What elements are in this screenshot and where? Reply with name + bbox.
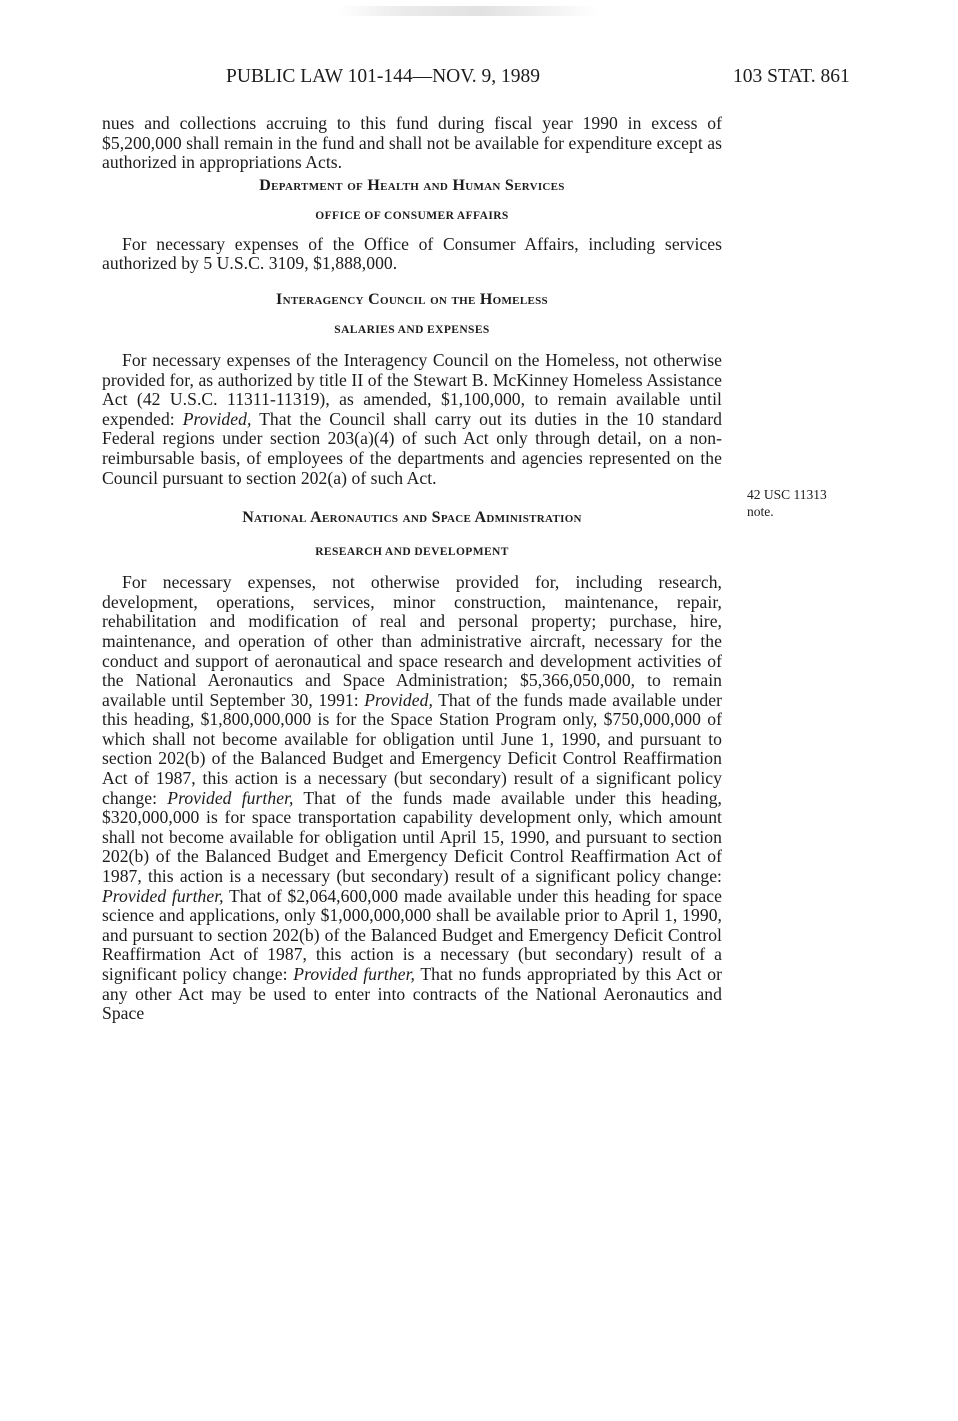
nasa-text-a: For necessary expenses, not otherwise provided for, including research, development, operations, services, minor construction, maintenance, repair, rehabilitation and modification of real and personal property; purchase, hire, maintenance, and operation of other than administrative aircraft, necessary for the conduct and support of aeronautical and space research and development activities of the National Aeronautics and Space Administration; $5,366,050,000, to remain available until September 30, 1991: — [102, 572, 722, 710]
homeless-text-b: That the Council shall carry out its duties in the 10 standard Federal regions under section 203(a)(4) of such Act only through detail, on a non-reimbursable basis, of employees of the departments and agencies represented on the Council pursuant to section 202(a) of such Act. — [102, 408, 722, 488]
scan-smudge — [338, 6, 598, 16]
provided-italic: Provided, — [182, 408, 252, 429]
provided-further-italic: Provided further, — [293, 964, 415, 984]
nasa-text-c: That of the funds made available under this heading, $320,000,000 is for space transportation capability development only, which amount shall not become available for obligation until April 15, 1990, and pursuant to section 202(b) of the Balanced Budget and Emergency Deficit Control Reaffirmation Act of 1987, this action is a necessary (but secondary) result of a significant policy change: — [102, 787, 722, 887]
nasa-text-e: That no funds appropriated by this Act or any other Act may be used to enter into contracts of the National Aeronautics and Space — [102, 964, 722, 1024]
department-heading-homeless: Interagency Council on the Homeless — [276, 290, 548, 308]
continued-paragraph: nues and collections accruing to this fund during fiscal year 1990 in excess of $5,200,000 shall remain in the fund and shall not be available for expenditure except as authorized in appropriations Acts. — [102, 113, 722, 173]
page-body — [102, 114, 722, 1024]
subheading-salaries-expenses: SALARIES AND EXPENSES — [334, 323, 490, 336]
margin-note-suffix: note. — [747, 504, 774, 519]
nasa-research-paragraph — [102, 573, 722, 1024]
department-heading-hhs: Department of Health and Human Services — [259, 176, 565, 194]
nasa-text-b: That of the funds made available under this heading, $1,800,000,000 is for the Space Station Program only, $750,000,000 of which shall not become available for obligation until June 1, 1990, and pursuant to section 202(b) of the Balanced Budget and Emergency Deficit Control Reaffirmation Act of 1987, this action is a necessary (but secondary) result of a significant policy change: — [102, 689, 723, 808]
provided-further-italic: Provided further, — [167, 787, 294, 808]
margin-note-citation: 42 USC 11313 — [747, 487, 827, 502]
department-heading-nasa: National Aeronautics and Space Administration — [242, 509, 582, 527]
subheading-consumer-affairs: OFFICE OF CONSUMER AFFAIRS — [315, 209, 509, 222]
subheading-research-development: RESEARCH AND DEVELOPMENT — [315, 546, 509, 559]
nasa-text-d: That of $2,064,600,000 made available under this heading for space science and applications, only $1,000,000,000 shall be available prior to April 1, 1990, and pursuant to section 202(b) of the Balanced Budget and Emergency Deficit Control Reaffirmation Act of 1987, this action is a necessary (but secondary) result of a significant policy change: — [102, 885, 722, 984]
margin-citation-note — [747, 486, 887, 520]
consumer-affairs-paragraph: For necessary expenses of the Office of Consumer Affairs, including services authorized by 5 U.S.C. 3109, $1,888,000. — [102, 233, 722, 274]
running-head: PUBLIC LAW 101-144—NOV. 9, 1989 — [226, 66, 541, 87]
homeless-text-a: For necessary expenses of the Interagency Council on the Homeless, not otherwise provided for, as authorized by title II of the Stewart B. McKinney Homeless Assistance Act (42 U.S.C. 11311-11319), as amended, $1,100,000, to remain available until expended: — [102, 349, 722, 429]
provided-further-italic: Provided further, — [102, 885, 224, 906]
provided-italic: Provided, — [364, 689, 433, 710]
page-header — [0, 66, 958, 92]
statute-page-number: 103 STAT. 861 — [733, 66, 850, 87]
homeless-council-paragraph — [102, 351, 722, 488]
